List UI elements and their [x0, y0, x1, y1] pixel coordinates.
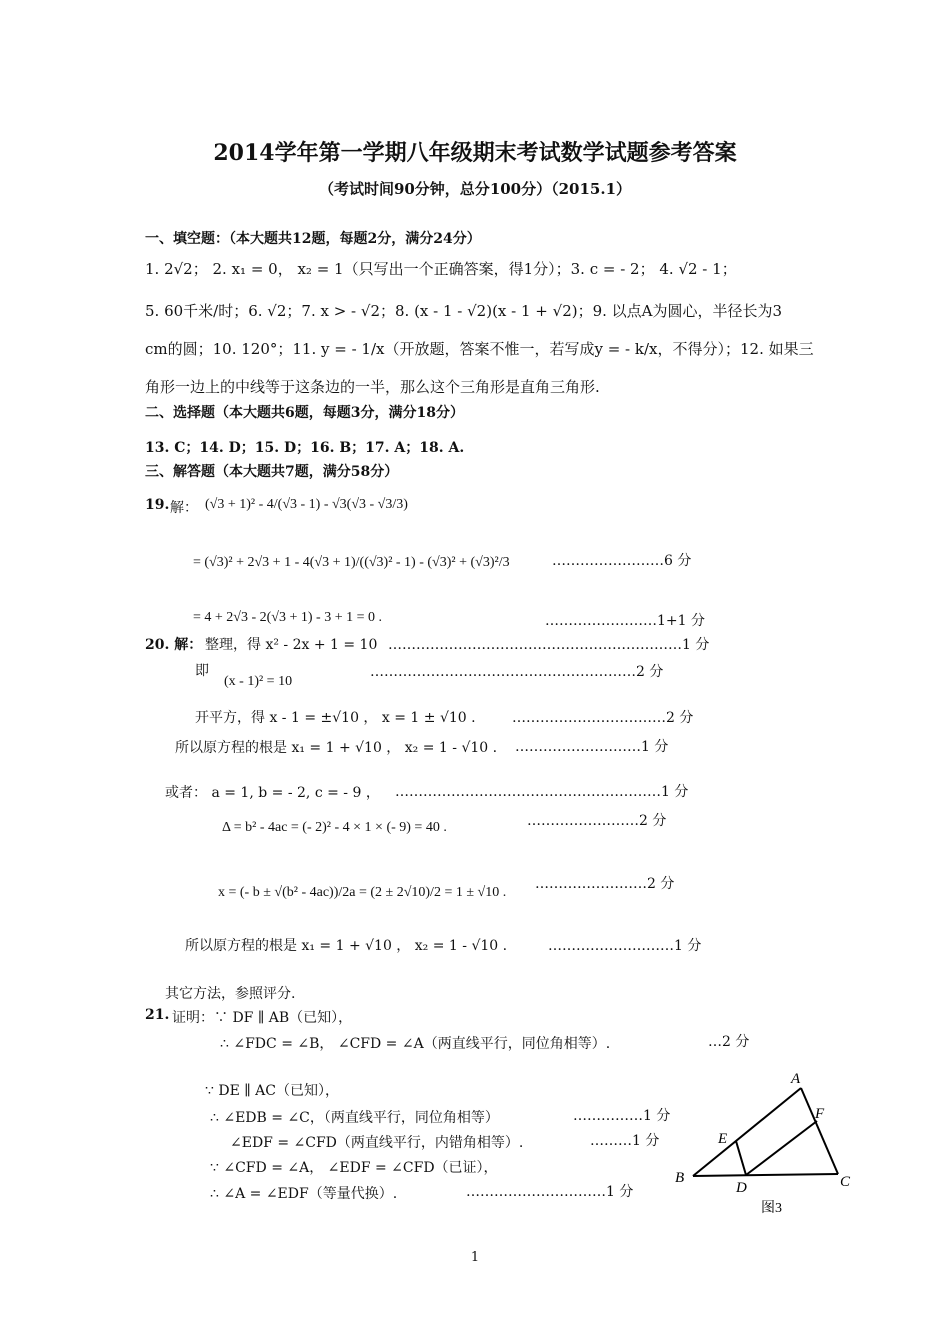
- q20-line2a: 即: [195, 663, 209, 679]
- q21-line1: 证明：∵ DF ∥ AB（已知），: [172, 1010, 353, 1026]
- q20-line5: 或者： a = 1, b = - 2, c = - 9 ，: [165, 785, 380, 801]
- q19-expr3: = 4 + 2√3 - 2(√3 + 1) - 3 + 1 = 0 .: [193, 610, 382, 625]
- figure-caption: 图3: [761, 1201, 782, 1216]
- q20-score2: …………………………………………………2 分: [370, 664, 664, 680]
- q19-expr2: = (√3)² + 2√3 + 1 - 4(√3 + 1)/((√3)² - 1) - (√3)² + (√3)²/3: [193, 555, 510, 570]
- side-ac: [801, 1088, 838, 1174]
- q20-score6: ……………………2 分: [527, 813, 667, 829]
- label-a: A: [791, 1071, 801, 1087]
- q19-label: 19.: [145, 497, 170, 513]
- q20-line4: 所以原方程的根是 x₁ = 1 + √10 ， x₂ = 1 - √10 .: [175, 740, 498, 756]
- q20-line7: x = (- b ± √(b² - 4ac))/2a = (2 ± 2√10)/2 = 1 ± √10 .: [218, 885, 507, 900]
- side-ab: [693, 1088, 801, 1176]
- side-bc: [693, 1174, 838, 1176]
- q20-line6: Δ = b² - 4ac = (- 2)² - 4 × 1 × (- 9) = 40 .: [222, 820, 447, 835]
- q21-score5: ………1 分: [590, 1133, 660, 1149]
- label-d: D: [736, 1180, 747, 1196]
- q19-jie: 解：: [170, 500, 198, 516]
- q21-line4: ∴ ∠EDB = ∠C，（两直线平行，同位角相等）: [210, 1110, 499, 1126]
- section3-heading: 三、解答题（本大题共7题，满分58分）: [145, 464, 399, 480]
- choice-answers: 13. C；14. D；15. D；16. B；17. A；18. A.: [145, 440, 465, 456]
- segment-df: [746, 1121, 817, 1175]
- q21-line5: ∠EDF = ∠CFD（两直线平行，内错角相等）.: [230, 1135, 524, 1151]
- q21-line7: ∴ ∠A = ∠EDF（等量代换）.: [210, 1186, 398, 1202]
- fill-line-4: 角形一边上的中线等于这条边的一半，那么这个三角形是直角三角形.: [145, 378, 600, 396]
- q19-score2: ……………………6 分: [552, 553, 692, 569]
- q21-score7: …………………………1 分: [466, 1184, 634, 1200]
- segment-de: [736, 1141, 746, 1175]
- q20-line2b: (x - 1)² = 10: [224, 674, 293, 689]
- label-c: C: [840, 1174, 851, 1190]
- page-title: 2014学年第一学期八年级期末考试数学试题参考答案: [213, 140, 737, 166]
- q20-label: 20. 解：: [145, 637, 203, 653]
- q21-line6: ∵ ∠CFD = ∠A， ∠EDF = ∠CFD（已证），: [210, 1160, 498, 1176]
- q19-expr1: (√3 + 1)² - 4/(√3 - 1) - √3(√3 - √3/3): [205, 497, 408, 512]
- q20-line3: 开平方，得 x - 1 = ±√10 ， x = 1 ± √10 .: [195, 710, 476, 726]
- triangle-figure: [668, 1068, 868, 1218]
- q20-line9: 其它方法，参照评分.: [165, 986, 296, 1002]
- page-subtitle: （考试时间90分钟，总分100分）（2015.1）: [318, 180, 632, 198]
- label-f: F: [815, 1106, 825, 1122]
- q19-score3: ……………………1+1 分: [545, 613, 705, 629]
- q21-label: 21.: [145, 1007, 170, 1023]
- q21-line2: ∴ ∠FDC = ∠B， ∠CFD = ∠A（两直线平行，同位角相等）.: [220, 1036, 611, 1052]
- q21-score2: …2 分: [708, 1034, 750, 1050]
- fill-line-3: cm的圆；10. 120°；11. y = - 1/x（开放题，答案不惟一，若写成y = - k/x，不得分）；12. 如果三: [145, 340, 814, 358]
- q20-score3: ……………………………2 分: [512, 710, 694, 726]
- page-number: 1: [470, 1250, 480, 1265]
- q21-line3: ∵ DE ∥ AC（已知），: [205, 1083, 339, 1099]
- q20-score4: ………………………1 分: [515, 739, 669, 755]
- q20-score1: ………………………………………………………1 分: [388, 637, 710, 653]
- fill-line-1: 1. 2√2； 2. x₁ = 0， x₂ = 1（只写出一个正确答案，得1分）；3. c = - 2； 4. √2 - 1；: [145, 260, 737, 278]
- q20-score7: ……………………2 分: [535, 876, 675, 892]
- fill-line-2: 5. 60千米/时；6. √2；7. x > - √2；8. (x - 1 - √2)(x - 1 + √2)；9. 以点A为圆心，半径长为3: [145, 302, 783, 320]
- label-b: B: [675, 1170, 685, 1186]
- q20-line8: 所以原方程的根是 x₁ = 1 + √10 ， x₂ = 1 - √10 .: [185, 938, 508, 954]
- section2-heading: 二、选择题（本大题共6题，每题3分，满分18分）: [145, 405, 464, 421]
- q20-score8: ………………………1 分: [548, 938, 702, 954]
- label-e: E: [718, 1131, 728, 1147]
- q21-score4: ……………1 分: [573, 1108, 671, 1124]
- q20-line1: 整理，得 x² - 2x + 1 = 10: [205, 637, 378, 653]
- section1-heading: 一、填空题：（本大题共12题，每题2分，满分24分）: [145, 231, 481, 247]
- q20-score5: …………………………………………………1 分: [395, 784, 689, 800]
